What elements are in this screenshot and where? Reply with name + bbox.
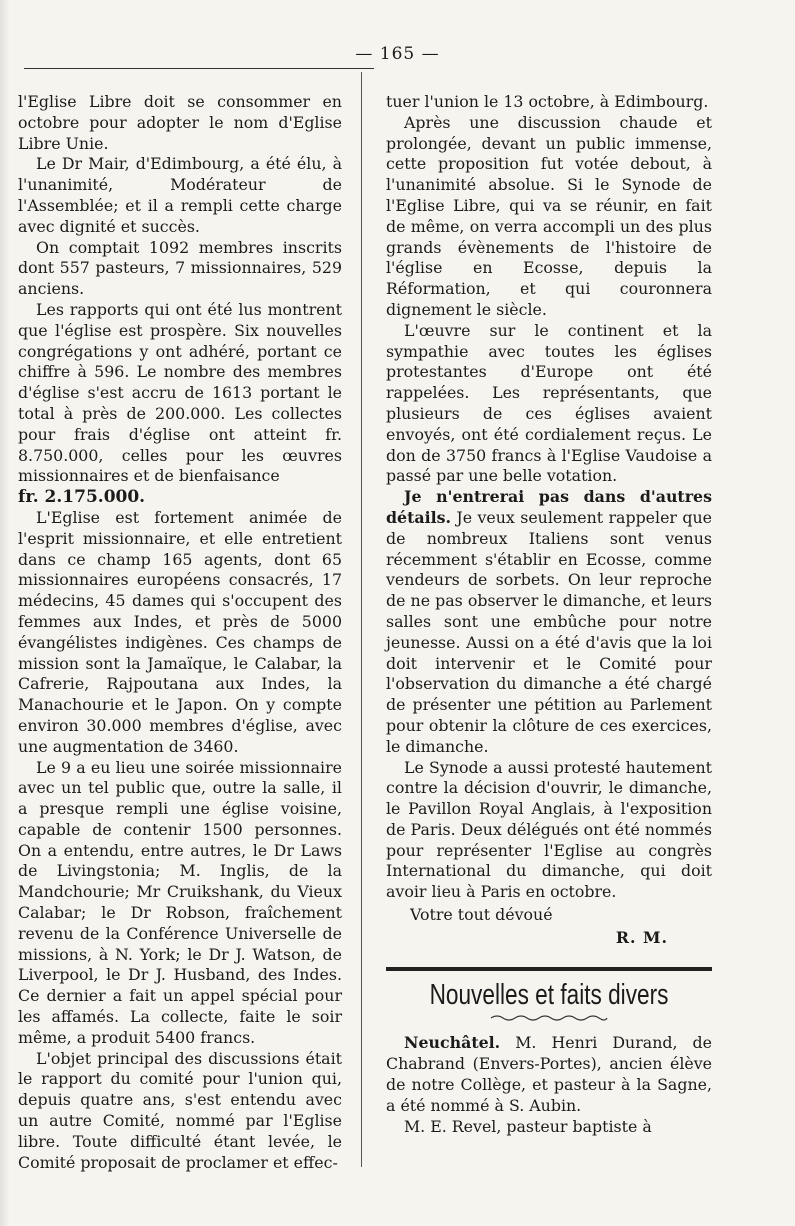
- closing-line: Votre tout dévoué: [410, 905, 553, 925]
- signature: R. M.: [615, 927, 668, 947]
- news-entry: [386, 1033, 712, 1116]
- right-column: [386, 92, 712, 1137]
- paragraph: [386, 487, 712, 757]
- paragraph: L'œuvre sur le continent et la sympathie avec toutes les églises protestantes d'Europe ont été rappelées. Les représentants, que plusieurs de ces églises avaient envoyés, ont été cordialement reçus. Le don de 3750 francs à l'Eglise Vaudoise a passé par une belle votation.: [386, 320, 712, 486]
- news-entry-text: M. E. Revel, pasteur baptiste à: [404, 1116, 652, 1136]
- paragraph: L'objet principal des discussions était le rapport du comité pour l'union qui, depuis quatre ans, s'est entendu avec un autre Comité, nommé par l'Eglise libre. Toute difficulté étant levée, le Comité proposait de proclamer et effec-: [18, 1048, 342, 1172]
- column-divider: [361, 72, 362, 1167]
- page-gutter-shadow: [0, 0, 10, 1226]
- paragraph-text: Je veux seulement rappeler que de nombreux Italiens sont venus récemment s'établir en Ecosse, comme vendeurs de sorbets. On leur reproche de ne pas observer le dimanche, et leurs salles sont une embûche pour notre jeunesse. Aussi on a été d'avis que la loi doit intervenir et le Comité pour l'observation du dimanche a été chargé de présenter une pétition au Parlement pour obtenir la clôture de ces exercices, le dimanche.: [386, 507, 712, 756]
- news-entry-lead: Neuchâtel.: [404, 1033, 501, 1053]
- paragraph: L'Eglise est fortement animée de l'esprit missionnaire, et elle entretient dans ce champ 165 agents, dont 65 missionnaires européens consacrés, 17 médecins, 45 dames qui s'occupent des femmes aux Indes, et près de 5000 évangélistes indigènes. Ces champs de mission sont la Jamaïque, le Calabar, la Cafrerie, Rajpoutana aux Indes, la Manachourie et le Japon. On y compte environ 30.000 membres d'église, avec une augmentation de 3460.: [18, 507, 342, 756]
- paragraph: Après une discussion chaude et prolongée, devant un public immense, cette proposition fut votée debout, à l'unanimité absolue. Si le Synode de l'Eglise Libre, qui va se réunir, en fait de même, on verra accompli un des plus grands évènements de l'histoire de l'église en Ecosse, depuis la Réformation, et qui couronnera dignement le siècle.: [386, 112, 712, 319]
- paragraph: Le Dr Mair, d'Edimbourg, a été élu, à l'unanimité, Modérateur de l'Assemblée; et il a rempli cette charge avec dignité et succès.: [18, 154, 342, 236]
- paragraph: tuer l'union le 13 octobre, à Edimbourg.: [386, 92, 709, 111]
- paragraph: Le Synode a aussi protesté hautement contre la décision d'ouvrir, le dimanche, le Pavillon Royal Anglais, à l'exposition de Paris. Deux délégués ont été nommés pour représenter l'Eglise au congrès International du dimanche, qui doit avoir lieu à Paris en octobre.: [386, 757, 712, 902]
- page-number: — 165 —: [355, 44, 440, 64]
- news-entry: [386, 1117, 712, 1138]
- news-entry-text: M. Henri Durand, de Chabrand (Envers-Portes), ancien élève de notre Collège, et pasteur à la Sagne, a été nommé à S. Aubin.: [386, 1033, 712, 1115]
- paragraph: Le 9 a eu lieu une soirée missionnaire avec un tel public que, outre la salle, il a presque rempli une église voisine, capable de contenir 1500 personnes. On a entendu, entre autres, le Dr Laws de Livingstonia; M. Inglis, de la Mandchourie; Mr Cruikshank, du Vieux Calabar; le Dr Robson, fraîchement revenu de la Conférence Universelle de missions, à N. York; le Dr J. Watson, de Liverpool, le Dr J. Husband, des Indes. Ce dernier a fait un appel spécial pour les affamés. La collecte, faite le soir même, a produit 5400 francs.: [18, 757, 342, 1047]
- left-column: [18, 92, 342, 1173]
- paragraph: l'Eglise Libre doit se consommer en octobre pour adopter le nom d'Eglise Libre Unie.: [18, 92, 342, 153]
- section-title: Nouvelles et faits divers: [429, 978, 669, 1011]
- section-rule: [386, 967, 712, 971]
- paragraph-lead: Je n'entrerai pas dans d'autres détails.: [386, 487, 712, 527]
- paragraph-amount: fr. 2.175.000.: [18, 487, 146, 508]
- header-rule: [24, 68, 374, 69]
- paragraph: Les rapports qui ont été lus montrent que l'église est prospère. Six nouvelles congrégations y ont adhéré, portant ce chiffre à 596. Le nombre des membres d'église s'est accru de 1613 portant le total à près de 200.000. Les collectes pour frais d'église ont atteint fr. 8.750.000, celles pour les œuvres missionnaires et de bienfaisance: [18, 299, 342, 486]
- flourish-ornament: [489, 1013, 609, 1023]
- paragraph: On comptait 1092 membres inscrits dont 557 pasteurs, 7 missionnaires, 529 anciens.: [18, 237, 342, 299]
